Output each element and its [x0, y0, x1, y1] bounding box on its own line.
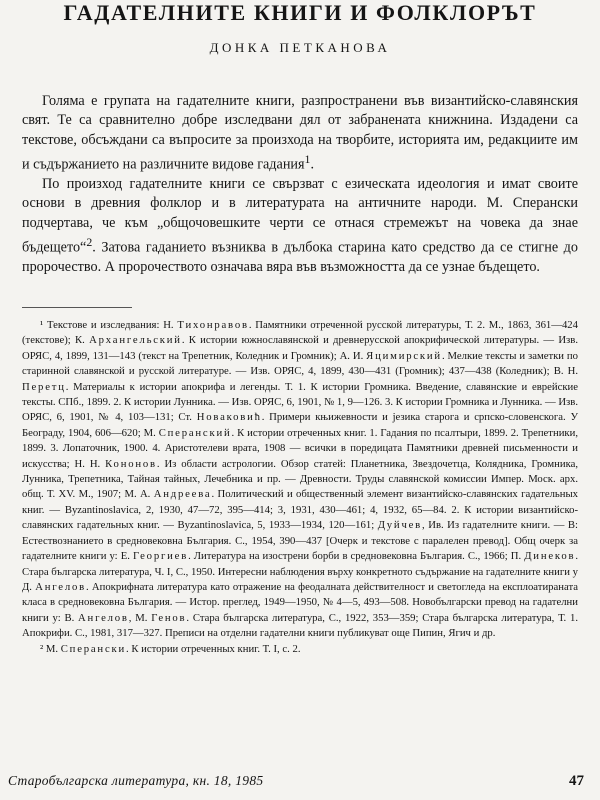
footnote-2-text: М. [45, 642, 59, 655]
footnote-divider [22, 307, 132, 308]
body-paragraph-1-end: . [310, 156, 314, 173]
spaced-author: Сперанский [158, 426, 232, 439]
spaced-author: Архангельский [89, 334, 182, 347]
footnote-ref-2: 2 [86, 234, 93, 249]
footnote-1-text: Текстове и изследвания: Н. [47, 319, 174, 331]
body-paragraph-1 [22, 92, 578, 175]
footnote-1-text: , Ив. Из гадателните книги. — В: Естествознанието в средновековна България. С., 1954, 390—437 [Очерк и текстове с паралелен превод]. Общ очерк за гадателните книги у: Е. [22, 519, 579, 563]
footnote-1-text: . Мелкие тексты и заметки по старинной славянской и русской литературе. — Изв. ОРЯС, 4, 1899, 430—431 (Громник); 437—438 (Коледник); В. Н. [22, 349, 578, 378]
body-paragraph-1-text: Голяма е групата на гадателните книги, разпространени във византийско-славянския свят. Те са сравнително добре изследвани дял от забранената книжнина. Издадени са текстове, обсъждани са въпросите за произхода на творбите, историята им, редакциите им и съдържанието на различните видове гадания [22, 93, 578, 173]
spaced-author: Яцимирский [366, 349, 442, 362]
spaced-author: Перетц [22, 380, 66, 393]
footnote-1-text: . Материалы к истории апокрифа и легенды. Т. 1. К истории Громника. Введение, славянские и еврейские тексты. СПб., 1899. 2. К истории Лунника. — Изв. ОРЯС, 6, 1901, № 1, 9—126. 3. К истории Громника и Лунника. — Изв. ОРЯС, 6, 1901, № 4, 103—131; Ст. [22, 380, 578, 424]
article-body [22, 92, 578, 277]
footnote-1-text: . Литература на изострени борби в средновековна България. С., 1966; П. [188, 550, 522, 563]
footnote-1-text: . Стара българска литература, Ч. I, С., 1950. Интересни наблюдения върху конкретното съдържание на гадателните книги у Д. [22, 550, 579, 593]
article-title: ГАДАТЕЛНИТЕ КНИГИ И ФОЛКЛОРЪТ [63, 0, 537, 25]
page-number: 47 [569, 773, 584, 789]
footnote-1-text: . Памятники отреченной русской литературы, Т. 2. М., 1863, 361—424 (текстове); К. [22, 319, 578, 347]
spaced-author: Дуйчев [377, 519, 423, 532]
footnote-1-text: , М. [128, 611, 148, 624]
spaced-author: Новаковић [196, 411, 262, 424]
body-paragraph-2-text: По произход гадателните книги се свързват с езическата идеология и имат своите основи в древния фолклор и в литературата на античните народи. М. Сперански подчертава, че към „общочовешките черти се отнася стремежът на човека да знае бъдещето“ [22, 175, 578, 256]
page-footer [8, 770, 584, 792]
footnote-ref-1: 1 [304, 151, 311, 166]
footnote-1-text: . Из области астрологии. Обзор статей: Планетника, Звездочетца, Колядника, Громника, Лунника, Трепетника, Тайная тайных, Лечебника и пр. — Древности. Труды славянской комиссии Импер. Моск. арх. общ. Т. XV. М., 1907; М. А. [22, 457, 579, 501]
footnote-1-text: . Апокрифната литература като отражение на феодалната действителност и светогледа на експлоатираната класа в средновековна България. — Истор. преглед, 1949—1950, № 4—5, 493—508. Новобългарски превод на гадателни книги у: В. [22, 580, 578, 624]
footnote-1-text: . К истории южнославянской и древнерусской апокрифической литературы. — Изв. ОРЯС, 4, 1899, 131—143 (текст на Трепетник, Коледник и Громник); А. И. [22, 334, 578, 362]
footnote-1-mark: ¹ [40, 319, 44, 331]
footnote-1-text: . Стара българска литература, С., 1922, 353—359; Стара българска литература, Т. 1. Апокрифи. С., 1981, 317—327. Преписи на отделни гадателни книги публикуват още Пипин, Ягич и др. [22, 611, 579, 640]
spaced-author: Ангелов [35, 580, 86, 593]
footnote-1-text: . Примери књижевности и језика старога и српско-словенскога. У Београду, 1904, 606—620; М. [22, 411, 579, 439]
journal-citation: Старобългарска литература, кн. 18, 1985 [8, 773, 264, 788]
spaced-author: Сперански [60, 642, 127, 655]
spaced-author: Ангелов [78, 611, 129, 624]
body-paragraph-2 [22, 175, 578, 277]
article-author: ДОНКА ПЕТКАНОВА [209, 40, 391, 55]
footnote-1 [22, 318, 578, 642]
footnotes [22, 318, 578, 657]
spaced-author: Тихонравов [177, 319, 249, 331]
spaced-author: Генов [151, 611, 187, 624]
footnote-1-text: . К истории отреченных книг. 1. Гадания по псалтыри, 1899. 2. Трепетники, 1899. 3. Лопаточник, 1900. 4. Аристотелеви врата, 1908 — всички в поредицата Памятники древней письменности и искусства; Н. Н. [22, 426, 578, 470]
footnote-2 [22, 642, 578, 657]
spaced-author: Андреева [153, 488, 212, 501]
spaced-author: Георгиев [132, 550, 189, 563]
footnote-1-text: . Политический и общественный элемент византийско-славянских гадательных книг. — Byzantinoslavica, 2, 1930, 47—72, 395—414; 3, 1931, 430—461; 4, 1932, 65—84. 2. К истории византийско-славянских гадательных книг. — Byzantinoslavica, 5, 1933—1934, 120—161; [22, 488, 579, 532]
footnote-2-mark: ² [40, 642, 44, 655]
body-paragraph-2-end: . Затова гаданието възниква в дълбока старина като средство да се стигне до пророчество. А пророчеството означава вяра във възможността да се узнае бъдещето. [22, 239, 578, 275]
spaced-author: Кононов [105, 457, 157, 470]
spaced-author: Динеков [524, 550, 576, 563]
footnote-2-text: . К истории отреченных книг. Т. I, с. 2. [126, 642, 301, 655]
